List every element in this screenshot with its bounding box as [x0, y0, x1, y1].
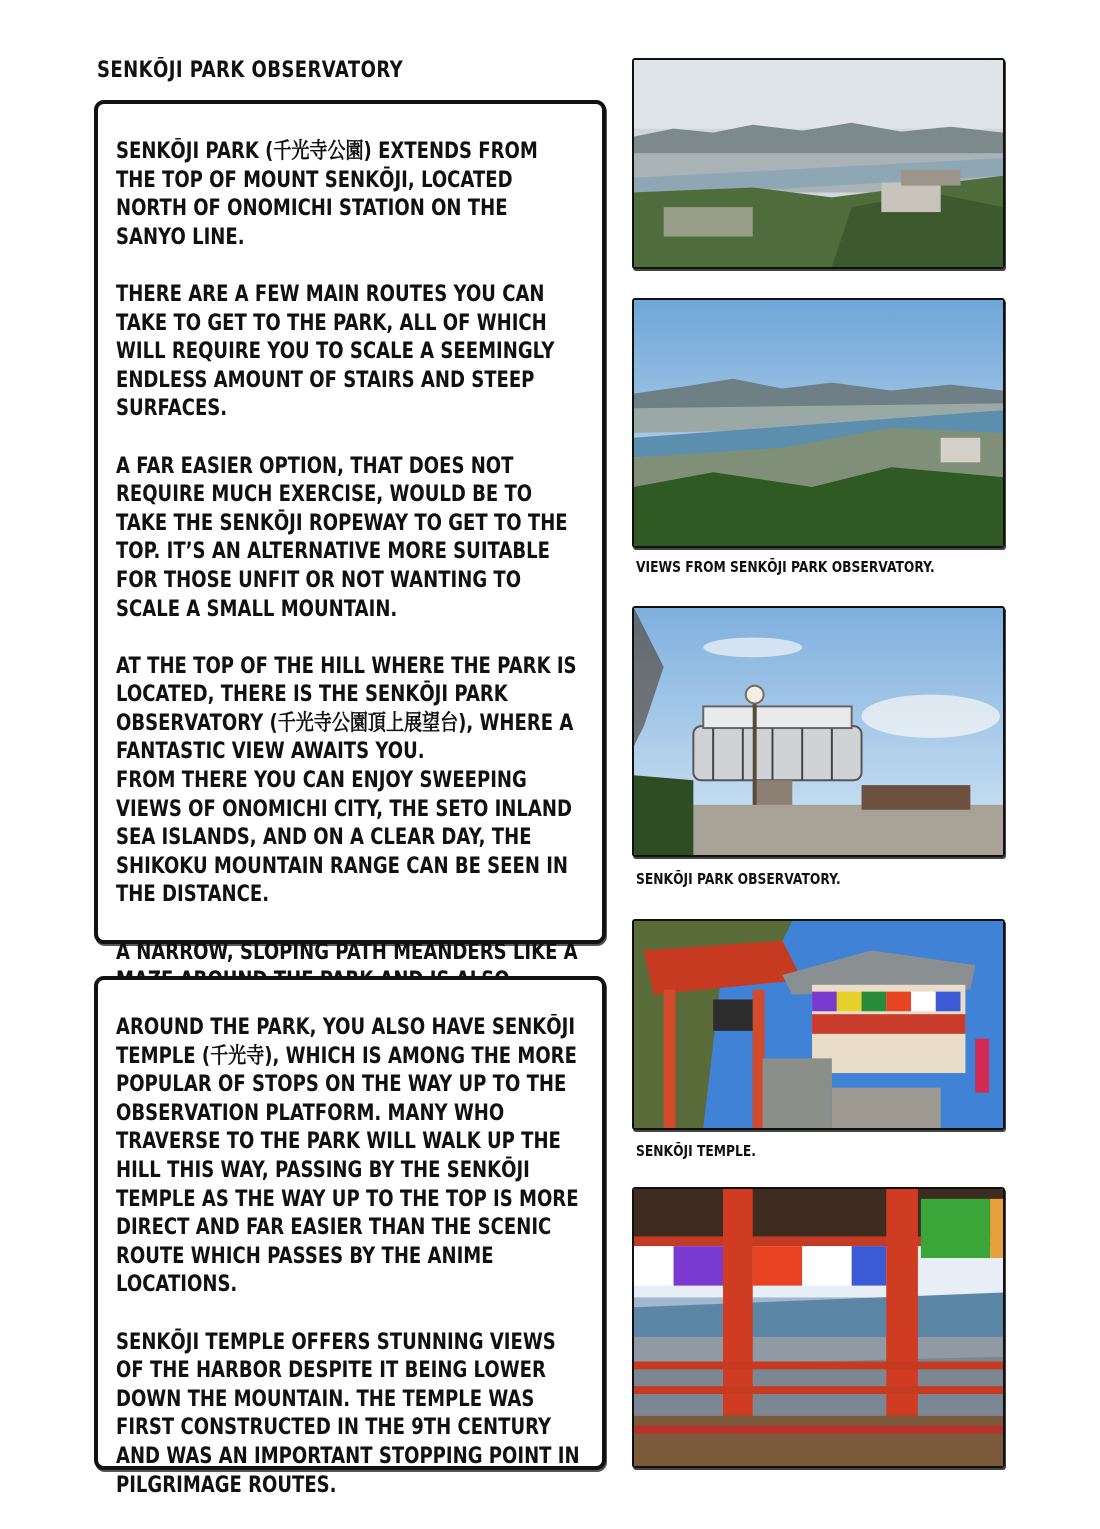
photo-observatory: [632, 606, 1005, 857]
paragraph: AROUND THE PARK, YOU ALSO HAVE SENKŌJI TEMPLE (千光寺), WHICH IS AMONG THE MORE POPULAR OF STOPS ON THE WAY UP TO THE OBSERVATION PLATFORM. MANY WHO TRAVERSE TO THE PARK WILL WALK UP THE HILL THIS WAY, PASSING BY THE SENKŌJI TEMPLE AS THE WAY UP TO THE TOP IS MORE DIRECT AND FAR EASIER THAN THE SCENIC ROUTE WHICH PASSES BY THE ANIME LOCATIONS.: [116, 1015, 579, 1298]
paragraph: A NARROW, SLOPING PATH MEANDERS LIKE A: [116, 939, 578, 965]
paragraph: SENKŌJI PARK (千光寺公園) EXTENDS FROM THE TOP OF MOUNT SENKŌJI, LOCATED NORTH OF ONOMICHI STATION ON THE SANYO LINE.: [116, 139, 538, 250]
paragraph: THERE ARE A FEW MAIN ROUTES YOU CAN TAKE TO GET TO THE PARK, ALL OF WHICH WILL REQUIRE YOU TO SCALE A SEEMINGLY ENDLESS AMOUNT OF STAIRS AND STEEP SURFACES.: [116, 281, 555, 422]
text-panel-park: [94, 100, 606, 965]
caption-observatory: SENKŌJI PARK OBSERVATORY.: [636, 870, 841, 888]
photo-temple-harbor-view: [632, 1187, 1005, 1468]
caption-temple: SENKŌJI TEMPLE.: [636, 1142, 756, 1160]
paragraph: FROM THERE YOU CAN ENJOY SWEEPING VIEWS OF ONOMICHI CITY, THE SETO INLAND SEA ISLANDS, AND ON A CLEAR DAY, THE SHIKOKU MOUNTAIN RANGE CAN BE SEEN IN THE DISTANCE.: [116, 768, 572, 908]
caption-views: VIEWS FROM SENKŌJI PARK OBSERVATORY.: [636, 558, 935, 576]
photo-city-view-1: [632, 58, 1005, 269]
text-panel-temple: [94, 976, 606, 1498]
photo-temple: [632, 919, 1005, 1130]
page-heading: SENKŌJI PARK OBSERVATORY: [97, 58, 404, 83]
paragraph: A FAR EASIER OPTION, THAT DOES NOT REQUIRE MUCH EXERCISE, WOULD BE TO TAKE THE SENKŌJI ROPEWAY TO GET TO THE TOP. IT’S AN ALTERNATIVE MORE SUITABLE FOR THOSE UNFIT OR NOT WANTING TO SCALE A SMALL MOUNTAIN.: [116, 453, 568, 622]
paragraph: AT THE TOP OF THE HILL WHERE THE PARK IS LOCATED, THERE IS THE SENKŌJI PARK OBSERVATORY (千光寺公園頂上展望台), WHERE A FANTASTIC VIEW AWAITS YOU.: [116, 653, 577, 765]
photo-city-view-2: [632, 298, 1005, 548]
paragraph: SENKŌJI TEMPLE OFFERS STUNNING VIEWS OF THE HARBOR DESPITE IT BEING LOWER DOWN THE MOUNTAIN. THE TEMPLE WAS FIRST CONSTRUCTED IN THE 9TH CENTURY AND WAS AN IMPORTANT STOPPING POINT IN PILGRIMAGE ROUTES.: [116, 1329, 580, 1498]
